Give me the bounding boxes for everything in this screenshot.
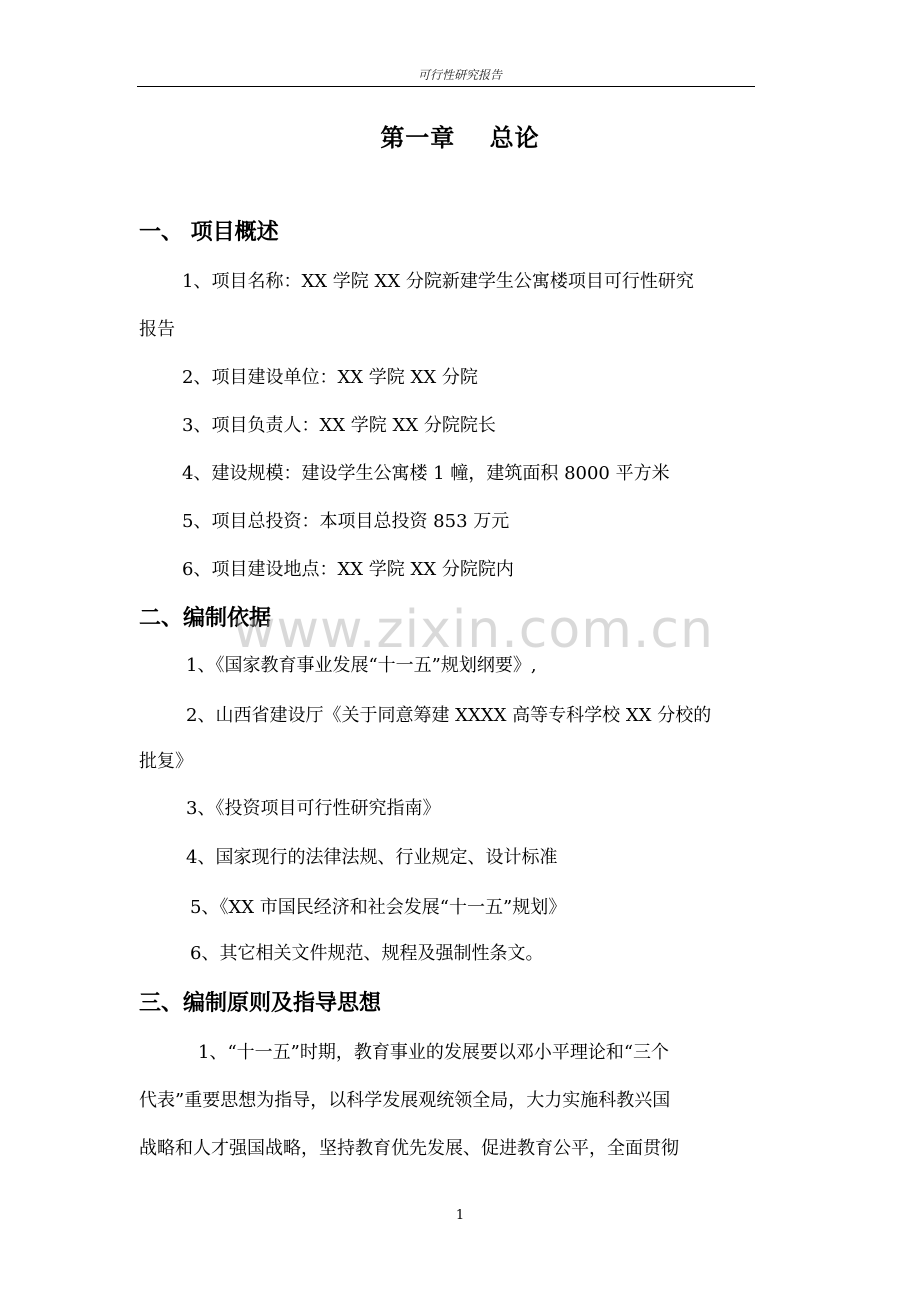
paragraph-line: 1、“十一五”时期，教育事业的发展要以邓小平理论和“三个 [198, 1042, 670, 1063]
section-heading-basis: 二、编制依据 [139, 606, 272, 631]
list-item: 5、项目总投资：本项目总投资 853 万元 [182, 511, 510, 532]
paragraph-line: 战略和人才强国战略，坚持教育优先发展、促进教育公平，全面贯彻 [139, 1138, 679, 1159]
list-item: 6、项目建设地点：XX 学院 XX 分院院内 [182, 559, 514, 580]
list-item: 6、其它相关文件规范、规程及强制性条文。 [190, 943, 544, 964]
list-item: 2、项目建设单位：XX 学院 XX 分院 [182, 367, 478, 388]
section-heading-principles: 三、编制原则及指导思想 [139, 991, 382, 1016]
list-item: 1、《国家教育事业发展“十一五”规划纲要》, [186, 655, 537, 676]
section-heading-overview: 一、 项目概述 [139, 220, 279, 245]
list-item: 3、《投资项目可行性研究指南》 [186, 798, 441, 819]
header-rule [137, 86, 755, 87]
running-header: 可行性研究报告 [417, 68, 502, 82]
list-item: 5、《XX 市国民经济和社会发展“十一五”规划》 [190, 897, 567, 918]
list-item: 4、国家现行的法律法规、行业规定、设计标准 [186, 847, 558, 868]
list-item: 批复》 [139, 751, 193, 772]
list-item: 报告 [139, 319, 175, 340]
chapter-title: 第一章 总论 [380, 124, 540, 152]
list-item: 3、项目负责人：XX 学院 XX 分院院长 [182, 415, 496, 436]
paragraph-line: 代表”重要思想为指导，以科学发展观统领全局，大力实施科教兴国 [139, 1090, 671, 1111]
list-item: 4、建设规模：建设学生公寓楼 1 幢，建筑面积 8000 平方米 [182, 463, 670, 484]
list-item: 2、山西省建设厅《关于同意筹建 XXXX 高等专科学校 XX 分校的 [186, 705, 712, 726]
list-item: 1、项目名称：XX 学院 XX 分院新建学生公寓楼项目可行性研究 [182, 271, 694, 292]
watermark: www.zixin.com.cn [233, 600, 714, 660]
page-number: 1 [455, 1208, 465, 1223]
